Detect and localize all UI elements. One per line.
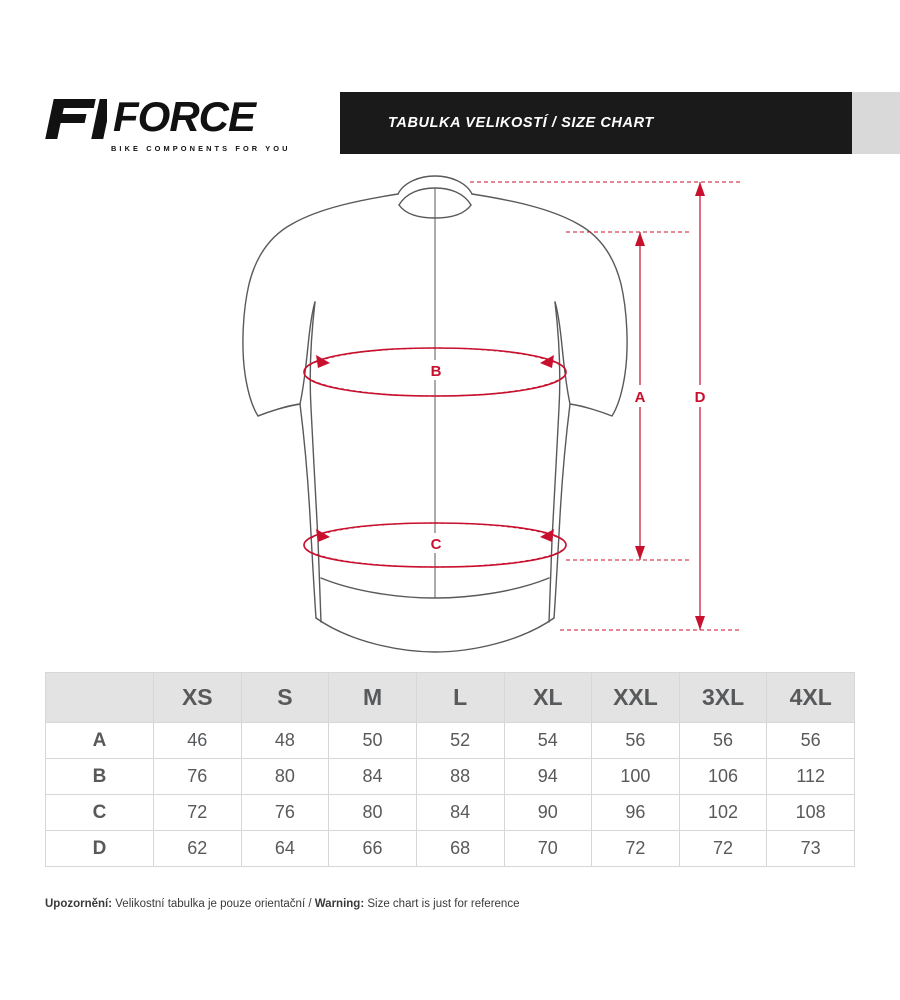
- header-title-bar: [340, 92, 900, 154]
- cell-a-l: 52: [416, 723, 504, 759]
- cell-b-s: 80: [241, 759, 329, 795]
- cell-a-4xl: 56: [767, 723, 855, 759]
- column-header-l: L: [416, 673, 504, 723]
- cell-d-l: 68: [416, 831, 504, 867]
- size-table: [45, 672, 855, 867]
- row-label-d: D: [46, 831, 154, 867]
- footer-note: [45, 898, 855, 910]
- cell-c-xxl: 96: [592, 795, 680, 831]
- cell-c-l: 84: [416, 795, 504, 831]
- jersey-diagram: [0, 160, 900, 655]
- table-row: [46, 759, 855, 795]
- column-header-xxl: XXL: [592, 673, 680, 723]
- cell-a-3xl: 56: [679, 723, 767, 759]
- cell-a-xs: 46: [154, 723, 242, 759]
- cell-a-s: 48: [241, 723, 329, 759]
- cell-c-xs: 72: [154, 795, 242, 831]
- column-header-s: S: [241, 673, 329, 723]
- note-separator: /: [305, 898, 315, 910]
- table-header-row: [46, 673, 855, 723]
- page-title: TABULKA VELIKOSTÍ / SIZE CHART: [388, 115, 654, 131]
- cell-c-s: 76: [241, 795, 329, 831]
- note-text-en: Size chart is just for reference: [364, 898, 520, 910]
- logo-row: [45, 93, 291, 141]
- cell-b-3xl: 106: [679, 759, 767, 795]
- cell-b-xl: 94: [504, 759, 592, 795]
- cell-b-xxl: 100: [592, 759, 680, 795]
- cell-a-xl: 54: [504, 723, 592, 759]
- force-logo: [45, 93, 291, 153]
- cell-d-s: 64: [241, 831, 329, 867]
- row-label-c: C: [46, 795, 154, 831]
- row-label-b: B: [46, 759, 154, 795]
- table-corner-cell: [46, 673, 154, 723]
- size-table-body: [46, 723, 855, 867]
- cell-d-m: 66: [329, 831, 417, 867]
- cell-b-4xl: 112: [767, 759, 855, 795]
- table-row: [46, 723, 855, 759]
- column-header-3xl: 3XL: [679, 673, 767, 723]
- size-table-wrap: [45, 672, 855, 867]
- cell-c-m: 80: [329, 795, 417, 831]
- cell-c-xl: 90: [504, 795, 592, 831]
- cell-a-m: 50: [329, 723, 417, 759]
- table-row: [46, 831, 855, 867]
- table-row: [46, 795, 855, 831]
- note-label-en: Warning:: [314, 898, 365, 910]
- cell-c-3xl: 102: [679, 795, 767, 831]
- svg-text:B: B: [430, 363, 442, 380]
- brand-area: [0, 92, 340, 154]
- svg-text:C: C: [430, 536, 442, 553]
- column-header-4xl: 4XL: [767, 673, 855, 723]
- note-label-cs: Upozornění:: [45, 898, 113, 910]
- svg-text:A: A: [634, 389, 646, 406]
- cell-d-4xl: 73: [767, 831, 855, 867]
- column-header-xl: XL: [504, 673, 592, 723]
- column-header-xs: XS: [154, 673, 242, 723]
- cell-b-xs: 76: [154, 759, 242, 795]
- cell-a-xxl: 56: [592, 723, 680, 759]
- cell-c-4xl: 108: [767, 795, 855, 831]
- cell-d-3xl: 72: [679, 831, 767, 867]
- cell-d-xl: 70: [504, 831, 592, 867]
- row-label-a: A: [46, 723, 154, 759]
- logo-wordmark: FORCE: [113, 93, 255, 140]
- cell-d-xs: 62: [154, 831, 242, 867]
- note-text-cs: Velikostní tabulka je pouze orientační: [112, 898, 306, 910]
- column-header-m: M: [329, 673, 417, 723]
- cell-b-m: 84: [329, 759, 417, 795]
- cell-d-xxl: 72: [592, 831, 680, 867]
- svg-text:D: D: [694, 389, 706, 406]
- page-header: [0, 92, 900, 154]
- logo-tagline: BIKE COMPONENTS FOR YOU: [111, 144, 291, 153]
- force-f-mark-icon: [45, 93, 107, 141]
- cell-b-l: 88: [416, 759, 504, 795]
- size-table-head: [46, 673, 855, 723]
